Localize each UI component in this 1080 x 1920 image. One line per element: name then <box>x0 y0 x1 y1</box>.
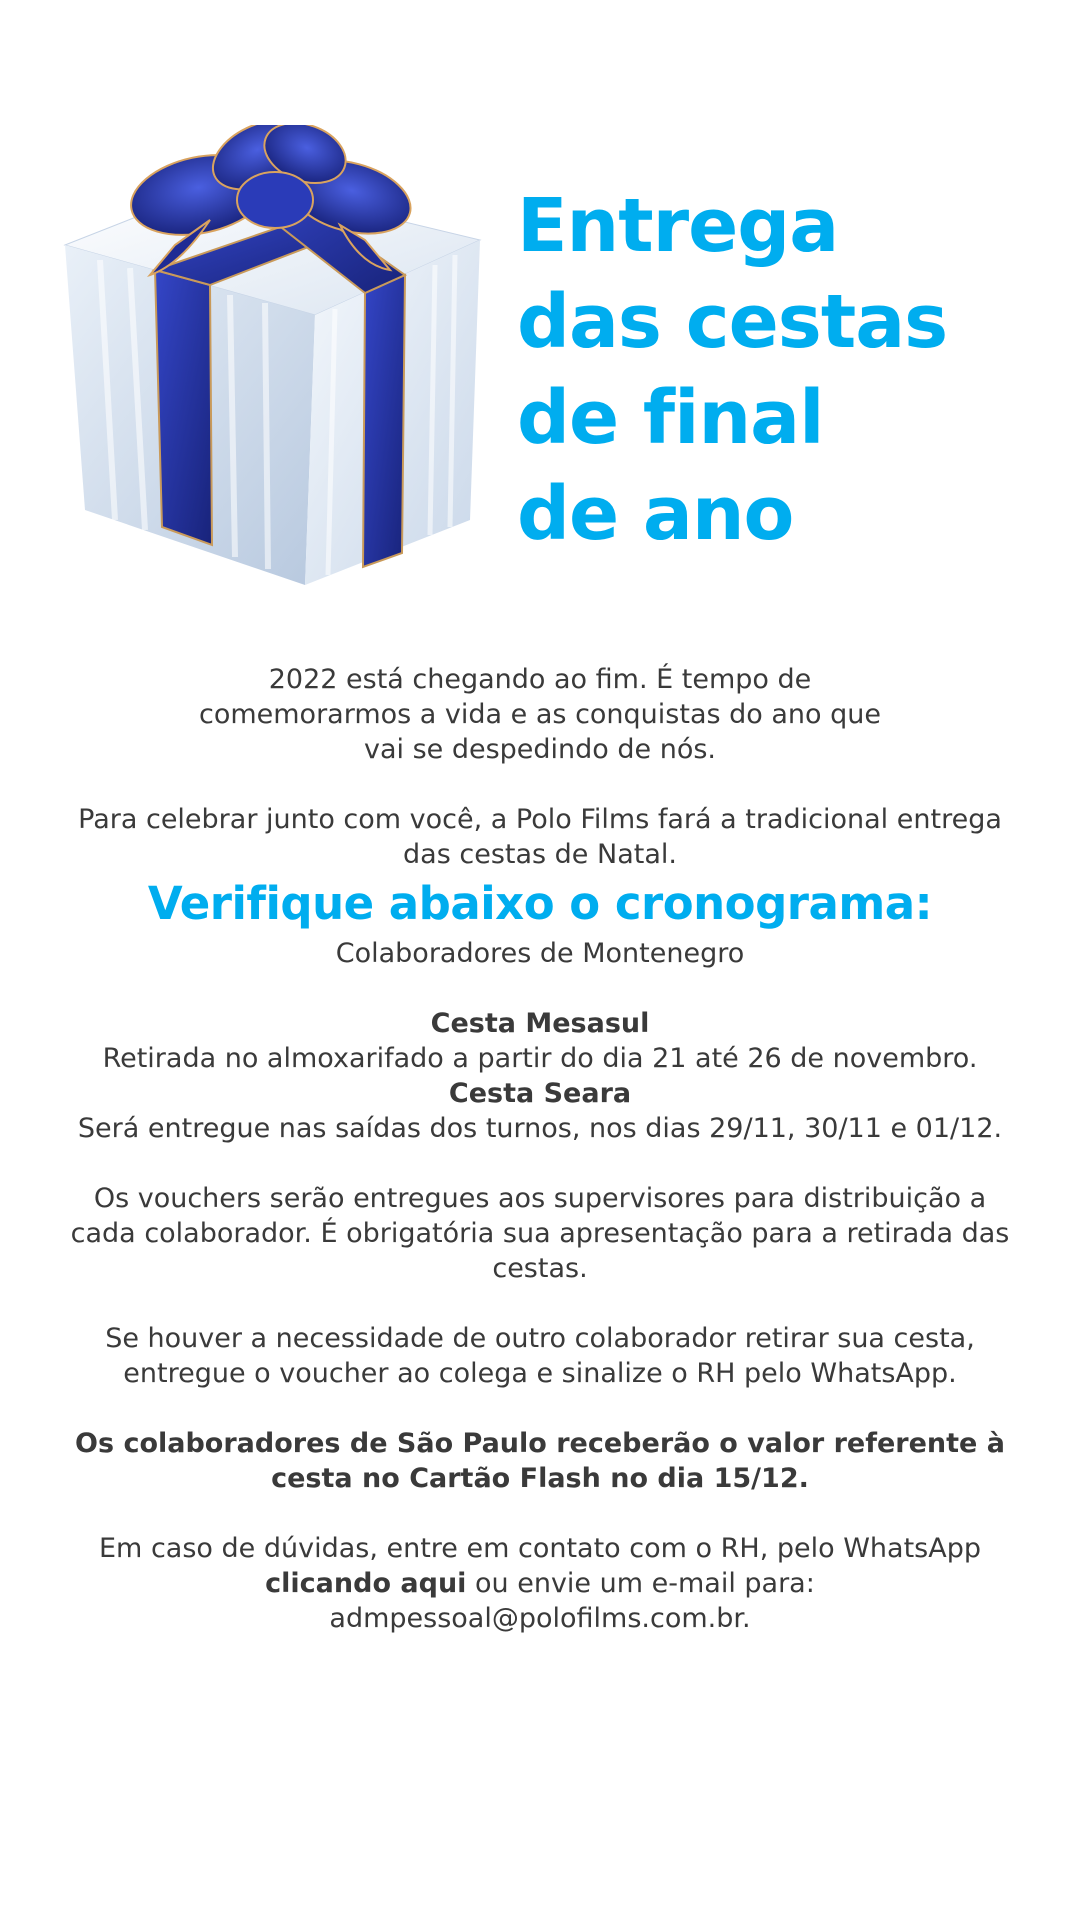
page-title <box>517 178 947 562</box>
contact-after-link: ou envie um e-mail para: <box>466 1568 815 1599</box>
vouchers-line: cestas. <box>492 1253 588 1284</box>
sao-paulo-line: cesta no Cartão Flash no dia 15/12. <box>271 1463 809 1494</box>
title-line: das cestas <box>517 279 948 365</box>
seara-text: Será entregue nas saídas dos turnos, nos dias 29/11, 30/11 e 01/12. <box>77 1113 1003 1144</box>
vouchers-line: cada colaborador. É obrigatória sua apresentação para a retirada das <box>70 1218 1010 1249</box>
intro-line: comemorarmos a vida e as conquistas do ano que <box>198 699 882 730</box>
contact-line-2 <box>40 1566 1040 1601</box>
contact-line: Em caso de dúvidas, entre em contato com o RH, pelo WhatsApp <box>99 1533 981 1564</box>
montenegro-label: Colaboradores de Montenegro <box>335 938 745 969</box>
title-line: de ano <box>517 471 794 557</box>
vouchers-paragraph <box>40 1181 1040 1286</box>
intro-line: 2022 está chegando ao fim. É tempo de <box>268 664 812 695</box>
title-line: de final <box>517 375 824 461</box>
sao-paulo-line: Os colaboradores de São Paulo receberão o valor referente à <box>75 1428 1005 1459</box>
intro-line: vai se despedindo de nós. <box>363 734 717 765</box>
celebrate-line: das cestas de Natal. <box>403 839 677 870</box>
celebrate-paragraph <box>40 802 1040 872</box>
gift-box-illustration <box>60 125 490 595</box>
vouchers-line: Os vouchers serão entregues aos supervisores para distribuição a <box>93 1183 987 1214</box>
contact-email[interactable]: admpessoal@polofilms.com.br. <box>329 1603 751 1634</box>
celebrate-line: Para celebrar junto com você, a Polo Films fará a tradicional entrega <box>78 804 1002 835</box>
other-pickup-line: Se houver a necessidade de outro colaborador retirar sua cesta, <box>105 1323 975 1354</box>
announcement-body <box>40 662 1040 1636</box>
other-pickup-line: entregue o voucher ao colega e sinalize o RH pelo WhatsApp. <box>123 1358 957 1389</box>
whatsapp-link[interactable]: clicando aqui <box>265 1568 467 1599</box>
title-line: Entrega <box>517 183 839 269</box>
seara-title: Cesta Seara <box>448 1078 632 1109</box>
other-pickup-paragraph <box>40 1321 1040 1391</box>
contact-paragraph <box>40 1531 1040 1636</box>
mesasul-title: Cesta Mesasul <box>430 1008 650 1039</box>
intro-paragraph <box>40 662 1040 767</box>
sao-paulo-paragraph <box>40 1426 1040 1496</box>
mesasul-text: Retirada no almoxarifado a partir do dia 21 até 26 de novembro. <box>102 1043 978 1074</box>
schedule-heading: Verifique abaixo o cronograma: <box>147 877 933 930</box>
